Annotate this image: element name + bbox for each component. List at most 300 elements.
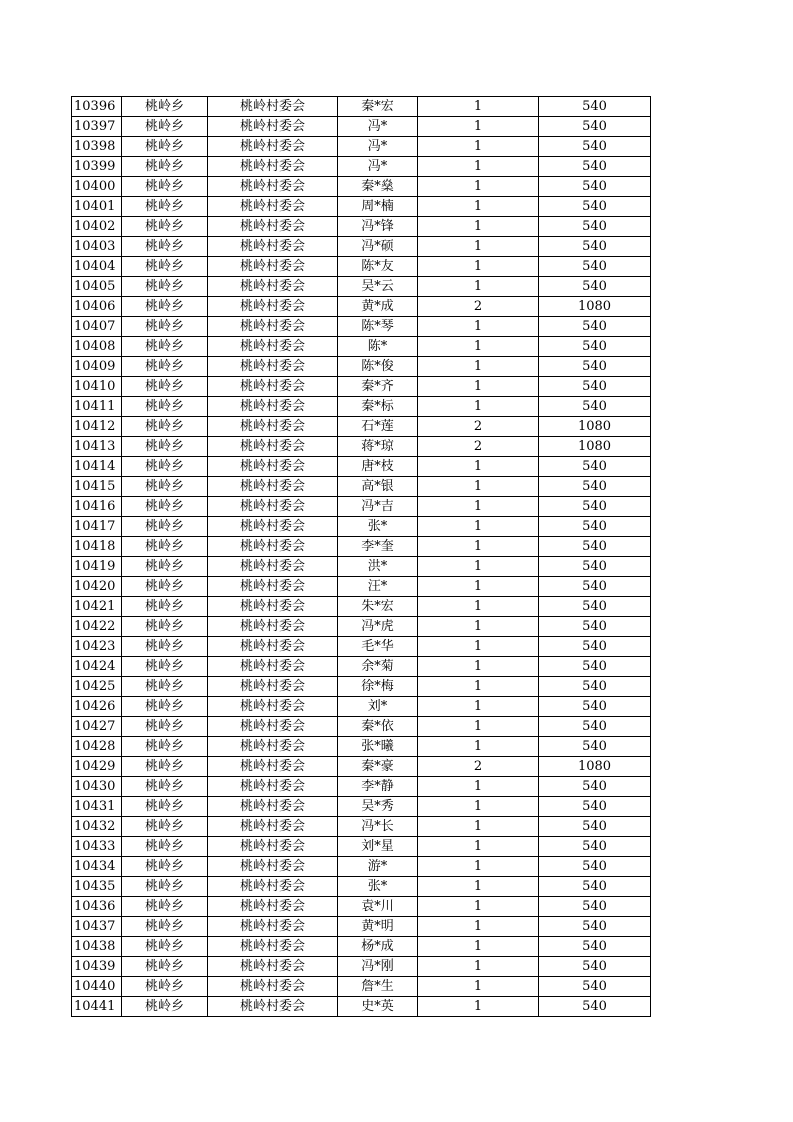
cell-count: 1 [418,537,539,557]
cell-amount: 540 [539,997,651,1017]
cell-village: 桃岭村委会 [208,197,338,217]
cell-amount: 1080 [539,757,651,777]
cell-count: 2 [418,437,539,457]
cell-town: 桃岭乡 [122,717,208,737]
cell-village: 桃岭村委会 [208,317,338,337]
table-row [72,837,651,857]
cell-id: 10398 [72,137,122,157]
cell-name: 史*英 [338,997,418,1017]
table-row [72,117,651,137]
cell-village: 桃岭村委会 [208,857,338,877]
cell-count: 1 [418,97,539,117]
table-body [72,97,651,1017]
subsidy-table [71,96,651,1017]
table-row [72,857,651,877]
table-row [72,797,651,817]
table-row [72,937,651,957]
cell-town: 桃岭乡 [122,957,208,977]
table-row [72,557,651,577]
cell-id: 10423 [72,637,122,657]
cell-id: 10435 [72,877,122,897]
cell-name: 秦*标 [338,397,418,417]
cell-village: 桃岭村委会 [208,497,338,517]
cell-count: 1 [418,877,539,897]
cell-amount: 540 [539,517,651,537]
cell-village: 桃岭村委会 [208,737,338,757]
cell-count: 1 [418,357,539,377]
table-row [72,657,651,677]
cell-count: 1 [418,517,539,537]
cell-name: 陈*友 [338,257,418,277]
cell-town: 桃岭乡 [122,557,208,577]
cell-name: 秦*豪 [338,757,418,777]
cell-name: 冯* [338,157,418,177]
table-row [72,477,651,497]
cell-village: 桃岭村委会 [208,917,338,937]
cell-id: 10411 [72,397,122,417]
table-row [72,677,651,697]
cell-amount: 540 [539,777,651,797]
cell-amount: 540 [539,837,651,857]
cell-count: 1 [418,777,539,797]
cell-name: 秦*依 [338,717,418,737]
cell-count: 1 [418,597,539,617]
table-row [72,697,651,717]
cell-name: 毛*华 [338,637,418,657]
cell-name: 吴*云 [338,277,418,297]
cell-id: 10396 [72,97,122,117]
cell-village: 桃岭村委会 [208,777,338,797]
cell-count: 1 [418,817,539,837]
cell-name: 冯*锋 [338,217,418,237]
cell-name: 洪* [338,557,418,577]
cell-id: 10433 [72,837,122,857]
cell-amount: 540 [539,857,651,877]
cell-amount: 540 [539,457,651,477]
cell-name: 周*楠 [338,197,418,217]
table-row [72,597,651,617]
cell-id: 10425 [72,677,122,697]
cell-amount: 540 [539,537,651,557]
cell-village: 桃岭村委会 [208,457,338,477]
cell-name: 陈*琴 [338,317,418,337]
cell-id: 10404 [72,257,122,277]
cell-name: 刘*星 [338,837,418,857]
cell-id: 10430 [72,777,122,797]
cell-village: 桃岭村委会 [208,697,338,717]
cell-count: 1 [418,637,539,657]
cell-id: 10406 [72,297,122,317]
cell-amount: 540 [539,337,651,357]
cell-name: 冯*虎 [338,617,418,637]
table-row [72,777,651,797]
cell-name: 石*莲 [338,417,418,437]
cell-town: 桃岭乡 [122,817,208,837]
cell-town: 桃岭乡 [122,737,208,757]
cell-id: 10402 [72,217,122,237]
cell-amount: 540 [539,377,651,397]
cell-id: 10439 [72,957,122,977]
cell-name: 张*曦 [338,737,418,757]
cell-amount: 540 [539,497,651,517]
cell-town: 桃岭乡 [122,317,208,337]
cell-village: 桃岭村委会 [208,877,338,897]
cell-count: 1 [418,217,539,237]
cell-name: 李*奎 [338,537,418,557]
cell-id: 10434 [72,857,122,877]
cell-name: 秦*燊 [338,177,418,197]
cell-count: 1 [418,837,539,857]
cell-village: 桃岭村委会 [208,517,338,537]
cell-town: 桃岭乡 [122,177,208,197]
cell-amount: 540 [539,877,651,897]
cell-name: 秦*宏 [338,97,418,117]
cell-village: 桃岭村委会 [208,997,338,1017]
cell-count: 1 [418,697,539,717]
cell-amount: 540 [539,137,651,157]
cell-id: 10427 [72,717,122,737]
cell-name: 高*银 [338,477,418,497]
cell-village: 桃岭村委会 [208,237,338,257]
cell-count: 2 [418,757,539,777]
cell-count: 1 [418,577,539,597]
cell-count: 1 [418,657,539,677]
cell-town: 桃岭乡 [122,337,208,357]
cell-id: 10436 [72,897,122,917]
cell-count: 1 [418,497,539,517]
cell-id: 10429 [72,757,122,777]
cell-village: 桃岭村委会 [208,117,338,137]
cell-town: 桃岭乡 [122,157,208,177]
cell-amount: 540 [539,277,651,297]
cell-count: 1 [418,997,539,1017]
cell-village: 桃岭村委会 [208,177,338,197]
cell-village: 桃岭村委会 [208,597,338,617]
cell-id: 10412 [72,417,122,437]
cell-amount: 540 [539,197,651,217]
cell-id: 10397 [72,117,122,137]
cell-town: 桃岭乡 [122,417,208,437]
table-row [72,237,651,257]
cell-name: 秦*齐 [338,377,418,397]
table-row [72,757,651,777]
cell-village: 桃岭村委会 [208,617,338,637]
cell-name: 杨*成 [338,937,418,957]
cell-town: 桃岭乡 [122,117,208,137]
cell-town: 桃岭乡 [122,457,208,477]
cell-town: 桃岭乡 [122,797,208,817]
cell-amount: 1080 [539,297,651,317]
cell-id: 10400 [72,177,122,197]
cell-id: 10407 [72,317,122,337]
cell-name: 黄*成 [338,297,418,317]
cell-village: 桃岭村委会 [208,97,338,117]
cell-town: 桃岭乡 [122,197,208,217]
cell-count: 1 [418,557,539,577]
cell-town: 桃岭乡 [122,397,208,417]
cell-count: 1 [418,677,539,697]
cell-village: 桃岭村委会 [208,377,338,397]
cell-id: 10431 [72,797,122,817]
cell-name: 李*静 [338,777,418,797]
table-row [72,817,651,837]
cell-id: 10421 [72,597,122,617]
cell-count: 1 [418,157,539,177]
cell-town: 桃岭乡 [122,697,208,717]
cell-name: 朱*宏 [338,597,418,617]
cell-id: 10432 [72,817,122,837]
cell-id: 10438 [72,937,122,957]
cell-name: 詹*生 [338,977,418,997]
table-row [72,417,651,437]
table-row [72,517,651,537]
cell-amount: 540 [539,677,651,697]
table-row [72,737,651,757]
cell-amount: 540 [539,577,651,597]
cell-village: 桃岭村委会 [208,577,338,597]
cell-count: 1 [418,377,539,397]
cell-amount: 540 [539,717,651,737]
cell-town: 桃岭乡 [122,477,208,497]
cell-amount: 1080 [539,437,651,457]
table-row [72,577,651,597]
cell-id: 10417 [72,517,122,537]
cell-count: 1 [418,177,539,197]
table-row [72,197,651,217]
cell-village: 桃岭村委会 [208,897,338,917]
cell-amount: 540 [539,817,651,837]
table-row [72,157,651,177]
table-row [72,537,651,557]
cell-amount: 540 [539,697,651,717]
table-row [72,397,651,417]
cell-amount: 540 [539,977,651,997]
cell-id: 10440 [72,977,122,997]
table-row [72,997,651,1017]
cell-count: 1 [418,977,539,997]
cell-id: 10428 [72,737,122,757]
cell-name: 刘* [338,697,418,717]
cell-town: 桃岭乡 [122,277,208,297]
cell-amount: 540 [539,237,651,257]
cell-name: 陈*俊 [338,357,418,377]
cell-count: 1 [418,317,539,337]
cell-town: 桃岭乡 [122,377,208,397]
cell-town: 桃岭乡 [122,657,208,677]
cell-id: 10409 [72,357,122,377]
cell-town: 桃岭乡 [122,877,208,897]
cell-name: 张* [338,517,418,537]
cell-town: 桃岭乡 [122,217,208,237]
cell-count: 1 [418,477,539,497]
cell-village: 桃岭村委会 [208,937,338,957]
cell-village: 桃岭村委会 [208,837,338,857]
cell-amount: 540 [539,737,651,757]
cell-village: 桃岭村委会 [208,357,338,377]
cell-name: 黄*明 [338,917,418,937]
cell-town: 桃岭乡 [122,677,208,697]
cell-amount: 540 [539,797,651,817]
cell-village: 桃岭村委会 [208,337,338,357]
cell-town: 桃岭乡 [122,997,208,1017]
cell-town: 桃岭乡 [122,137,208,157]
table-row [72,637,651,657]
cell-town: 桃岭乡 [122,597,208,617]
cell-count: 1 [418,257,539,277]
cell-name: 徐*梅 [338,677,418,697]
table-row [72,137,651,157]
cell-count: 2 [418,297,539,317]
cell-name: 汪* [338,577,418,597]
cell-town: 桃岭乡 [122,917,208,937]
cell-amount: 540 [539,637,651,657]
cell-count: 1 [418,277,539,297]
cell-village: 桃岭村委会 [208,757,338,777]
cell-amount: 540 [539,957,651,977]
cell-amount: 540 [539,117,651,137]
cell-town: 桃岭乡 [122,257,208,277]
table-row [72,437,651,457]
table-row [72,277,651,297]
cell-town: 桃岭乡 [122,497,208,517]
cell-town: 桃岭乡 [122,757,208,777]
cell-town: 桃岭乡 [122,937,208,957]
cell-amount: 540 [539,257,651,277]
cell-village: 桃岭村委会 [208,437,338,457]
cell-town: 桃岭乡 [122,837,208,857]
cell-count: 1 [418,717,539,737]
table-row [72,897,651,917]
cell-village: 桃岭村委会 [208,277,338,297]
cell-id: 10399 [72,157,122,177]
table-row [72,377,651,397]
cell-village: 桃岭村委会 [208,977,338,997]
cell-town: 桃岭乡 [122,777,208,797]
cell-village: 桃岭村委会 [208,717,338,737]
cell-id: 10426 [72,697,122,717]
cell-name: 冯* [338,117,418,137]
cell-id: 10422 [72,617,122,637]
table-row [72,977,651,997]
cell-amount: 540 [539,397,651,417]
cell-name: 游* [338,857,418,877]
table-row [72,877,651,897]
cell-amount: 540 [539,477,651,497]
cell-amount: 540 [539,157,651,177]
cell-village: 桃岭村委会 [208,817,338,837]
cell-name: 吴*秀 [338,797,418,817]
cell-village: 桃岭村委会 [208,637,338,657]
cell-id: 10413 [72,437,122,457]
cell-village: 桃岭村委会 [208,797,338,817]
cell-amount: 540 [539,177,651,197]
cell-id: 10437 [72,917,122,937]
cell-name: 冯*长 [338,817,418,837]
cell-name: 袁*川 [338,897,418,917]
table-row [72,97,651,117]
cell-id: 10415 [72,477,122,497]
cell-town: 桃岭乡 [122,237,208,257]
table-row [72,257,651,277]
cell-name: 唐*枝 [338,457,418,477]
cell-village: 桃岭村委会 [208,957,338,977]
cell-name: 陈* [338,337,418,357]
cell-amount: 540 [539,897,651,917]
cell-count: 1 [418,137,539,157]
cell-id: 10405 [72,277,122,297]
cell-town: 桃岭乡 [122,857,208,877]
cell-amount: 540 [539,617,651,637]
cell-id: 10403 [72,237,122,257]
cell-village: 桃岭村委会 [208,137,338,157]
cell-village: 桃岭村委会 [208,537,338,557]
cell-count: 1 [418,237,539,257]
cell-id: 10410 [72,377,122,397]
cell-id: 10408 [72,337,122,357]
cell-village: 桃岭村委会 [208,157,338,177]
cell-town: 桃岭乡 [122,537,208,557]
cell-id: 10418 [72,537,122,557]
cell-village: 桃岭村委会 [208,297,338,317]
cell-town: 桃岭乡 [122,617,208,637]
cell-town: 桃岭乡 [122,437,208,457]
cell-amount: 540 [539,917,651,937]
cell-town: 桃岭乡 [122,297,208,317]
cell-town: 桃岭乡 [122,357,208,377]
cell-count: 1 [418,397,539,417]
cell-id: 10420 [72,577,122,597]
cell-town: 桃岭乡 [122,977,208,997]
cell-village: 桃岭村委会 [208,657,338,677]
cell-name: 余*菊 [338,657,418,677]
cell-id: 10441 [72,997,122,1017]
cell-id: 10419 [72,557,122,577]
cell-amount: 540 [539,317,651,337]
cell-village: 桃岭村委会 [208,677,338,697]
cell-amount: 540 [539,657,651,677]
cell-count: 1 [418,857,539,877]
cell-name: 冯* [338,137,418,157]
cell-town: 桃岭乡 [122,637,208,657]
table-row [72,317,651,337]
cell-count: 1 [418,737,539,757]
cell-name: 冯*硕 [338,237,418,257]
cell-amount: 540 [539,597,651,617]
table-row [72,917,651,937]
cell-village: 桃岭村委会 [208,557,338,577]
cell-count: 1 [418,937,539,957]
table-row [72,297,651,317]
cell-count: 1 [418,457,539,477]
cell-id: 10424 [72,657,122,677]
cell-count: 1 [418,917,539,937]
cell-amount: 540 [539,97,651,117]
cell-amount: 540 [539,557,651,577]
cell-name: 张* [338,877,418,897]
cell-count: 1 [418,797,539,817]
cell-count: 1 [418,897,539,917]
cell-name: 冯*刚 [338,957,418,977]
cell-id: 10414 [72,457,122,477]
cell-count: 1 [418,337,539,357]
cell-village: 桃岭村委会 [208,477,338,497]
cell-village: 桃岭村委会 [208,217,338,237]
cell-town: 桃岭乡 [122,897,208,917]
cell-count: 1 [418,617,539,637]
cell-count: 1 [418,197,539,217]
cell-id: 10401 [72,197,122,217]
table-row [72,357,651,377]
